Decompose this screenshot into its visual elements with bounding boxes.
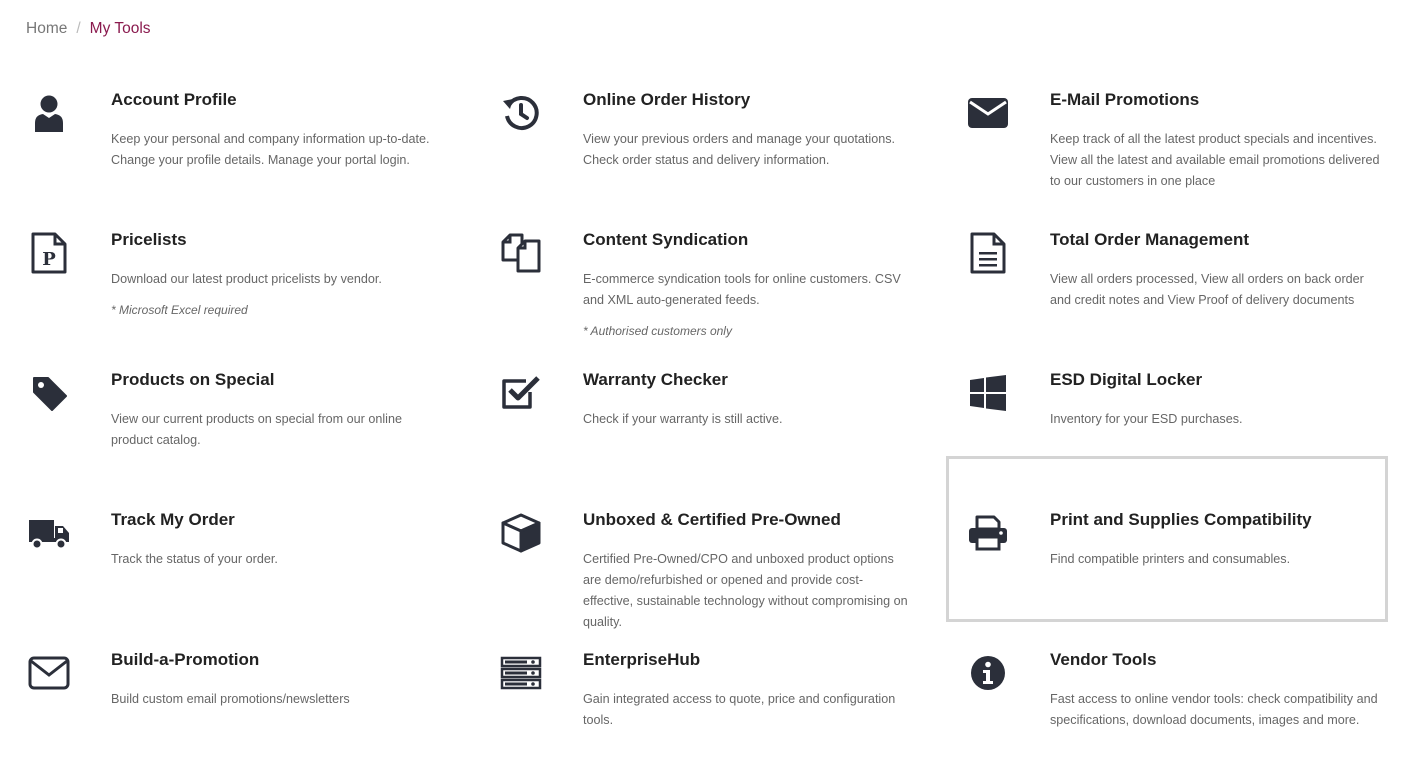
tool-note: * Authorised customers only <box>583 324 732 338</box>
breadcrumb-home-link[interactable]: Home <box>26 20 68 37</box>
svg-text:P: P <box>42 249 56 270</box>
tool-title: ESD Digital Locker <box>1050 370 1203 389</box>
tool-title: Total Order Management <box>1050 230 1249 249</box>
history-icon <box>498 90 544 136</box>
tool-title: Print and Supplies Compatibility <box>1050 510 1312 529</box>
truck-icon <box>26 510 72 556</box>
tool-title: Vendor Tools <box>1050 650 1157 669</box>
tool-title: Track My Order <box>111 510 235 529</box>
cube-icon <box>498 510 544 556</box>
tool-description-text: Download our latest product pricelists by vendor. <box>111 272 382 286</box>
tool-description: Certified Pre-Owned/CPO and unboxed product options are demo/refurbished or opened and provide cost-effective, sustainable technology without compromising on quality. <box>583 552 908 629</box>
tool-description <box>583 269 913 342</box>
envelope-outline-icon <box>26 650 72 696</box>
tool-title: Warranty Checker <box>583 370 728 389</box>
tool-title: Pricelists <box>111 230 187 249</box>
printer-icon <box>965 510 1011 556</box>
breadcrumb-current: My Tools <box>89 20 151 37</box>
tool-title: EnterpriseHub <box>583 650 701 669</box>
tool-description: Gain integrated access to quote, price and configuration tools. <box>583 692 896 727</box>
tool-title: Content Syndication <box>583 230 749 249</box>
document-icon <box>965 230 1011 276</box>
tool-title: Unboxed & Certified Pre-Owned <box>583 510 841 529</box>
tool-description: Check if your warranty is still active. <box>583 412 783 426</box>
checkbox-icon <box>498 370 544 416</box>
pricelist-file-icon <box>26 230 72 276</box>
tool-title: E-Mail Promotions <box>1050 90 1200 109</box>
tool-title: Account Profile <box>111 90 237 109</box>
tool-description: Fast access to online vendor tools: check compatibility and specifications, download documents, images and more. <box>1050 692 1378 727</box>
user-icon <box>26 90 72 136</box>
copy-files-icon <box>498 230 544 276</box>
tag-icon <box>26 370 72 416</box>
tool-title: Build-a-Promotion <box>111 650 260 669</box>
tool-note: * Microsoft Excel required <box>111 303 248 317</box>
envelope-icon <box>965 90 1011 136</box>
info-icon <box>965 650 1011 696</box>
tool-description: View all orders processed, View all orders on back order and credit notes and View Proof of delivery documents <box>1050 272 1364 307</box>
server-icon <box>498 650 544 696</box>
tool-description: View our current products on special from our online product catalog. <box>111 412 402 447</box>
tool-description: View your previous orders and manage your quotations. Check order status and delivery information. <box>583 132 895 167</box>
breadcrumb-separator: / <box>76 20 81 37</box>
tool-description: Inventory for your ESD purchases. <box>1050 412 1243 426</box>
tool-title: Products on Special <box>111 370 275 389</box>
tool-description: Track the status of your order. <box>111 552 278 566</box>
tool-description: Find compatible printers and consumables. <box>1050 552 1291 566</box>
tool-title: Online Order History <box>583 90 751 109</box>
tool-description <box>111 269 441 321</box>
tool-description: Keep track of all the latest product specials and incentives. View all the latest and available email promotions delivered to our customers in one place <box>1050 132 1380 188</box>
windows-icon <box>965 370 1011 416</box>
tool-description: Keep your personal and company information up-to-date. Change your profile details. Manage your portal login. <box>111 132 430 167</box>
tool-description-text: E-commerce syndication tools for online customers. CSV and XML auto-generated feeds. <box>583 272 901 307</box>
tool-description: Build custom email promotions/newsletters <box>111 692 350 706</box>
